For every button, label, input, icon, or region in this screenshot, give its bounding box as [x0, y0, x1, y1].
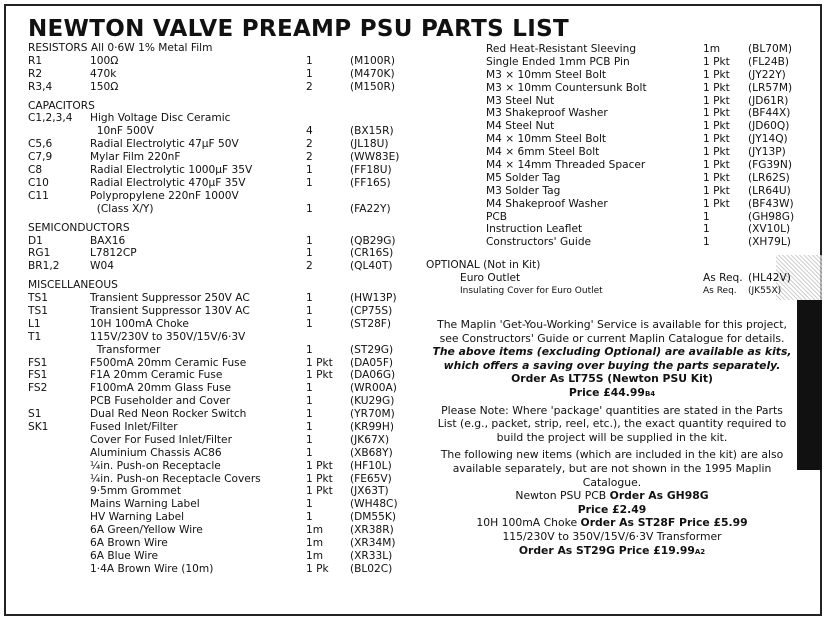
- part-description: Dual Red Neon Rocker Switch: [90, 408, 247, 421]
- pcb-order-line: [432, 489, 792, 503]
- part-quantity: 1m: [306, 549, 324, 562]
- part-description: Transformer: [90, 343, 161, 356]
- part-quantity: 1: [306, 247, 313, 260]
- part-description: 6A Brown Wire: [90, 537, 168, 550]
- service-paragraph: The Maplin 'Get-You-Working' Service is available for this project, see Constructors' Guide or current Maplin Catalogue for details.: [437, 318, 787, 345]
- order-code: (XR33L): [350, 549, 393, 562]
- part-description: 10nF 500V: [90, 125, 154, 138]
- part-quantity: 1: [306, 343, 313, 356]
- order-code: (JD60Q): [748, 120, 790, 133]
- parts-row: [28, 395, 418, 408]
- part-quantity: 1: [306, 176, 313, 189]
- part-quantity: 1: [306, 54, 313, 67]
- part-reference: C11: [28, 189, 49, 202]
- order-code: (WW83E): [350, 151, 400, 164]
- part-description: M4 × 14mm Threaded Spacer: [486, 159, 646, 172]
- parts-row: [426, 107, 798, 120]
- part-description: Radial Electrolytic 470µF 35V: [90, 176, 246, 189]
- parts-row: [28, 447, 418, 460]
- parts-row: [28, 563, 418, 576]
- part-description: Single Ended 1mm PCB Pin: [486, 55, 630, 68]
- part-reference: SK1: [28, 421, 49, 433]
- part-quantity: 1 Pkt: [306, 459, 333, 472]
- part-reference: TS1: [28, 292, 48, 305]
- parts-row: [28, 138, 418, 151]
- part-quantity: 1 Pkt: [306, 472, 333, 485]
- part-description: 9·5mm Grommet: [90, 485, 181, 498]
- parts-row: [28, 260, 418, 273]
- part-description: Cover For Fused Inlet/Filter: [90, 433, 232, 446]
- order-code: (XH79L): [748, 236, 791, 249]
- pcb-price: Price £2.49: [577, 502, 647, 516]
- order-code: (JK55X): [748, 286, 782, 297]
- parts-row: [28, 164, 418, 177]
- part-reference: L1: [28, 317, 41, 330]
- order-code: (XV10L): [748, 223, 791, 236]
- kit-order-line: Order As LT75S (Newton PSU Kit): [511, 372, 713, 386]
- part-reference: D1: [28, 234, 43, 247]
- part-quantity: 1: [306, 292, 313, 305]
- part-quantity: 2: [306, 80, 313, 93]
- parts-row: [28, 344, 418, 357]
- parts-row: [28, 203, 418, 216]
- part-quantity: 1 Pkt: [703, 171, 730, 184]
- part-quantity: 1: [306, 202, 313, 215]
- order-code: (HL42V): [748, 272, 791, 285]
- part-description: 100Ω: [90, 54, 119, 67]
- choke-order-line: [432, 516, 792, 530]
- parts-row: [28, 81, 418, 94]
- choke-order: Order As ST28F Price £5.99: [580, 516, 748, 530]
- part-quantity: 1: [306, 67, 313, 80]
- part-description: Radial Electrolytic 1000µF 35V: [90, 164, 253, 177]
- order-code: (WH48C): [350, 498, 398, 511]
- parts-row: [426, 133, 798, 146]
- part-description: M3 × 10mm Countersunk Bolt: [486, 81, 647, 94]
- parts-row: [28, 292, 418, 305]
- part-reference: T1: [28, 330, 42, 343]
- part-quantity: 1 Pkt: [306, 356, 333, 369]
- order-code: (DM55K): [350, 511, 396, 524]
- order-code: (FF16S): [350, 176, 391, 189]
- order-code: (FA22Y): [350, 202, 391, 215]
- kit-info-notice: [432, 318, 792, 559]
- part-quantity: 1: [306, 498, 313, 511]
- order-code: (LR62S): [748, 171, 790, 184]
- order-code: (JX63T): [350, 485, 389, 498]
- page-edge-bar: [797, 300, 822, 470]
- part-quantity: 1 Pkt: [306, 485, 333, 498]
- part-description: W04: [90, 260, 114, 273]
- part-quantity: 1 Pkt: [703, 120, 730, 133]
- parts-row: [426, 172, 798, 185]
- order-code: (JD61R): [748, 94, 789, 107]
- order-code: (M150R): [350, 80, 395, 93]
- part-description: 150Ω: [90, 80, 119, 93]
- parts-row: [28, 357, 418, 370]
- part-quantity: 2: [306, 138, 313, 151]
- part-reference: S1: [28, 408, 42, 421]
- part-description: 6A Blue Wire: [90, 549, 158, 562]
- part-quantity: 1: [306, 446, 313, 459]
- order-code: (M470K): [350, 67, 395, 80]
- parts-row: [426, 120, 798, 133]
- part-description: Mains Warning Label: [90, 498, 200, 511]
- order-code: (QL40T): [350, 260, 393, 273]
- transformer-price-code: A2: [694, 547, 706, 556]
- part-description: PCB: [486, 210, 508, 223]
- order-code: (DA05F): [350, 356, 394, 369]
- part-quantity: 1 Pkt: [703, 81, 730, 94]
- parts-row: [28, 55, 418, 68]
- order-code: (ST28F): [350, 317, 392, 330]
- section-heading: MISCELLANEOUS: [28, 279, 118, 292]
- part-description: Aluminium Chassis AC86: [90, 446, 222, 459]
- section-gap: [426, 249, 798, 259]
- part-reference: C5,6: [28, 138, 53, 151]
- part-quantity: 1: [306, 511, 313, 524]
- left-parts-column: [28, 42, 418, 576]
- parts-row: [28, 434, 418, 447]
- part-quantity: 1 Pkt: [703, 184, 730, 197]
- part-description: Fused Inlet/Filter: [90, 421, 178, 433]
- pcb-prefix: Newton PSU PCB: [515, 489, 610, 503]
- parts-row: [426, 146, 798, 159]
- order-code: (CR16S): [350, 247, 394, 260]
- kit-availability-paragraph: The above items (excluding Optional) are available as kits, which offers a saving over buying the parts separately.: [432, 345, 792, 372]
- parts-row: [28, 382, 418, 395]
- order-code: (BF43W): [748, 197, 794, 210]
- part-description: 6A Green/Yellow Wire: [90, 524, 203, 537]
- part-reference: FS2: [28, 382, 48, 395]
- part-quantity: 1 Pkt: [703, 107, 730, 120]
- order-code: (KR99H): [350, 421, 395, 433]
- part-description: Red Heat-Resistant Sleeving: [486, 43, 637, 55]
- part-reference: C10: [28, 176, 49, 189]
- part-description: HV Warning Label: [90, 511, 185, 524]
- page-title: NEWTON VALVE PREAMP PSU PARTS LIST: [28, 16, 569, 42]
- part-quantity: 1 Pkt: [703, 55, 730, 68]
- part-description: M4 Steel Nut: [486, 120, 555, 133]
- parts-row: [28, 473, 418, 486]
- order-code: (DA06G): [350, 369, 396, 382]
- parts-row: [28, 550, 418, 563]
- order-code: (BL02C): [350, 562, 393, 575]
- order-code: (BL70M): [748, 43, 793, 55]
- part-reference: TS1: [28, 304, 48, 317]
- parts-row: [28, 247, 418, 260]
- part-reference: R2: [28, 67, 43, 80]
- part-quantity: 1: [306, 317, 313, 330]
- part-quantity: 1: [306, 433, 313, 446]
- order-code: (GH98G): [748, 210, 795, 223]
- order-code: (KU29G): [350, 395, 395, 408]
- parts-row: [28, 408, 418, 421]
- order-code: (JK67X): [350, 433, 390, 446]
- choke-prefix: 10H 100mA Choke: [476, 516, 581, 530]
- part-quantity: 1: [306, 234, 313, 247]
- order-code: (ST29G): [350, 343, 394, 356]
- parts-row: [426, 236, 798, 249]
- part-quantity: 1 Pkt: [703, 94, 730, 107]
- order-code: (XB68Y): [350, 446, 393, 459]
- section-heading: RESISTORS All 0·6W 1% Metal Film: [28, 42, 213, 54]
- optional-row: [426, 272, 798, 285]
- part-quantity: 1 Pkt: [703, 146, 730, 159]
- part-quantity: 1 Pkt: [306, 369, 333, 382]
- parts-row: [426, 82, 798, 95]
- part-description: F500mA 20mm Ceramic Fuse: [90, 356, 247, 369]
- part-description: ¼in. Push-on Receptacle Covers: [90, 472, 261, 485]
- part-reference: FS1: [28, 369, 48, 382]
- order-code: (XR38R): [350, 524, 394, 537]
- optional-heading: OPTIONAL (Not in Kit): [426, 259, 541, 272]
- part-quantity: 1: [306, 408, 313, 421]
- parts-row: [426, 159, 798, 172]
- order-code: (WR00A): [350, 382, 397, 395]
- order-code: (FG39N): [748, 159, 792, 172]
- parts-row: [426, 223, 798, 236]
- part-description: Instruction Leaflet: [486, 223, 583, 236]
- part-description: (Class X/Y): [90, 202, 154, 215]
- order-code: (CP75S): [350, 304, 393, 317]
- part-description: M5 Solder Tag: [486, 171, 561, 184]
- part-quantity: 1: [306, 304, 313, 317]
- part-description: 1·4A Brown Wire (10m): [90, 562, 214, 575]
- transformer-order: Order As ST29G Price £19.99: [518, 543, 695, 557]
- part-description: Euro Outlet: [460, 272, 521, 285]
- part-quantity: 1 Pkt: [703, 197, 730, 210]
- part-quantity: 1 Pk: [306, 562, 329, 575]
- part-description: M3 Shakeproof Washer: [486, 107, 608, 120]
- part-quantity: 1 Pkt: [703, 133, 730, 146]
- order-code: (XR34M): [350, 537, 396, 550]
- parts-row: [426, 56, 798, 69]
- part-reference: FS1: [28, 356, 48, 369]
- part-description: 470k: [90, 67, 117, 80]
- part-description: Constructors' Guide: [486, 236, 592, 249]
- parts-row: [28, 305, 418, 318]
- order-code: (HF10L): [350, 459, 392, 472]
- part-description: F100mA 20mm Glass Fuse: [90, 382, 232, 395]
- parts-row: [28, 235, 418, 248]
- part-quantity: 4: [306, 125, 313, 138]
- order-code: (LR64U): [748, 184, 791, 197]
- part-quantity: As Req.: [703, 272, 743, 285]
- kit-price: Price £44.99: [568, 385, 645, 399]
- parts-row: [28, 151, 418, 164]
- part-description: Transient Suppressor 250V AC: [90, 292, 250, 305]
- order-code: (JY22Y): [748, 68, 786, 81]
- part-description: M4 × 10mm Steel Bolt: [486, 133, 607, 146]
- part-description: ¼in. Push-on Receptacle: [90, 459, 221, 472]
- order-code: (JY13P): [748, 146, 786, 159]
- section-heading: CAPACITORS: [28, 99, 95, 112]
- part-description: M4 × 6mm Steel Bolt: [486, 146, 600, 159]
- parts-row: [28, 511, 418, 524]
- part-description: Mylar Film 220nF: [90, 151, 181, 164]
- part-reference: C7,9: [28, 151, 53, 164]
- parts-row: [28, 369, 418, 382]
- part-description: F1A 20mm Ceramic Fuse: [90, 369, 223, 382]
- part-description: M3 × 10mm Steel Bolt: [486, 68, 607, 81]
- part-quantity: 2: [306, 151, 313, 164]
- parts-row: [28, 537, 418, 550]
- part-description: Insulating Cover for Euro Outlet: [460, 286, 603, 297]
- optional-row: [426, 285, 798, 298]
- part-quantity: 2: [306, 260, 313, 273]
- part-description: 10H 100mA Choke: [90, 317, 189, 330]
- parts-row: [426, 95, 798, 108]
- part-description: PCB Fuseholder and Cover: [90, 395, 231, 408]
- parts-row: [426, 211, 798, 224]
- parts-row: [28, 421, 418, 434]
- part-quantity: 1m: [306, 537, 324, 550]
- parts-row: [426, 43, 798, 56]
- part-quantity: As Req.: [703, 286, 737, 297]
- order-code: (FF18U): [350, 164, 392, 177]
- parts-row: [28, 68, 418, 81]
- part-description: M3 Steel Nut: [486, 94, 555, 107]
- part-reference: R3,4: [28, 80, 53, 93]
- part-description: 115V/230V to 350V/15V/6·3V: [90, 330, 246, 343]
- part-description: L7812CP: [90, 247, 137, 260]
- part-quantity: 1: [306, 164, 313, 177]
- parts-row: [426, 69, 798, 82]
- parts-row: [426, 198, 798, 211]
- order-code: (BX15R): [350, 125, 394, 138]
- transformer-line: 115/230V to 350V/15V/6·3V Transformer: [502, 529, 722, 543]
- parts-row: [28, 190, 418, 203]
- part-description: Polypropylene 220nF 1000V: [90, 189, 239, 202]
- order-code: (JL18U): [350, 138, 389, 151]
- part-description: Radial Electrolytic 47µF 50V: [90, 138, 239, 151]
- order-code: (QB29G): [350, 234, 396, 247]
- parts-row: [28, 460, 418, 473]
- part-quantity: 1 Pkt: [703, 159, 730, 172]
- kit-price-code: B4: [644, 389, 656, 398]
- parts-row: [28, 524, 418, 537]
- part-quantity: 1: [703, 223, 710, 236]
- parts-row: [28, 331, 418, 344]
- order-code: (BF44X): [748, 107, 791, 120]
- parts-row: [28, 498, 418, 511]
- part-description: Transient Suppressor 130V AC: [90, 304, 250, 317]
- pcb-order: Order As GH98G: [609, 489, 709, 503]
- part-description: M3 Solder Tag: [486, 184, 561, 197]
- parts-row: [426, 185, 798, 198]
- parts-row: [28, 318, 418, 331]
- part-quantity: 1m: [703, 43, 721, 55]
- part-description: M4 Shakeproof Washer: [486, 197, 608, 210]
- part-quantity: 1: [306, 421, 313, 433]
- part-reference: R1: [28, 54, 43, 67]
- order-code: (FL24B): [748, 55, 790, 68]
- part-quantity: 1 Pkt: [703, 68, 730, 81]
- part-reference: BR1,2: [28, 260, 60, 273]
- kit-price-line: [432, 386, 792, 402]
- right-parts-column: [426, 43, 798, 298]
- part-quantity: 1: [306, 395, 313, 408]
- part-quantity: 1: [306, 382, 313, 395]
- part-reference: RG1: [28, 247, 51, 260]
- part-quantity: 1m: [306, 524, 324, 537]
- parts-row: [28, 177, 418, 190]
- transformer-order-line: [432, 544, 792, 560]
- part-quantity: 1: [703, 210, 710, 223]
- section-heading: SEMICONDUCTORS: [28, 221, 130, 234]
- part-reference: C8: [28, 164, 43, 177]
- part-description: High Voltage Disc Ceramic: [90, 112, 231, 125]
- order-code: (M100R): [350, 54, 395, 67]
- order-code: (YR70M): [350, 408, 395, 421]
- part-quantity: 1: [703, 236, 710, 249]
- part-description: BAX16: [90, 234, 126, 247]
- new-items-paragraph: The following new items (which are included in the kit) are also available separately, but are not shown in the 1995 Maplin Catalogue.: [440, 448, 784, 489]
- parts-row: [28, 485, 418, 498]
- order-code: (LR57M): [748, 81, 793, 94]
- parts-row: [28, 112, 418, 125]
- order-code: (FE65V): [350, 472, 392, 485]
- part-reference: C1,2,3,4: [28, 112, 73, 125]
- parts-row: [28, 125, 418, 138]
- order-code: (JY14Q): [748, 133, 788, 146]
- order-code: (HW13P): [350, 292, 397, 305]
- package-note-paragraph: Please Note: Where 'package' quantities are stated in the Parts List (e.g., packet, strip, reel, etc.), the exact quantity required to build the project will be supplied in the kit.: [437, 403, 787, 444]
